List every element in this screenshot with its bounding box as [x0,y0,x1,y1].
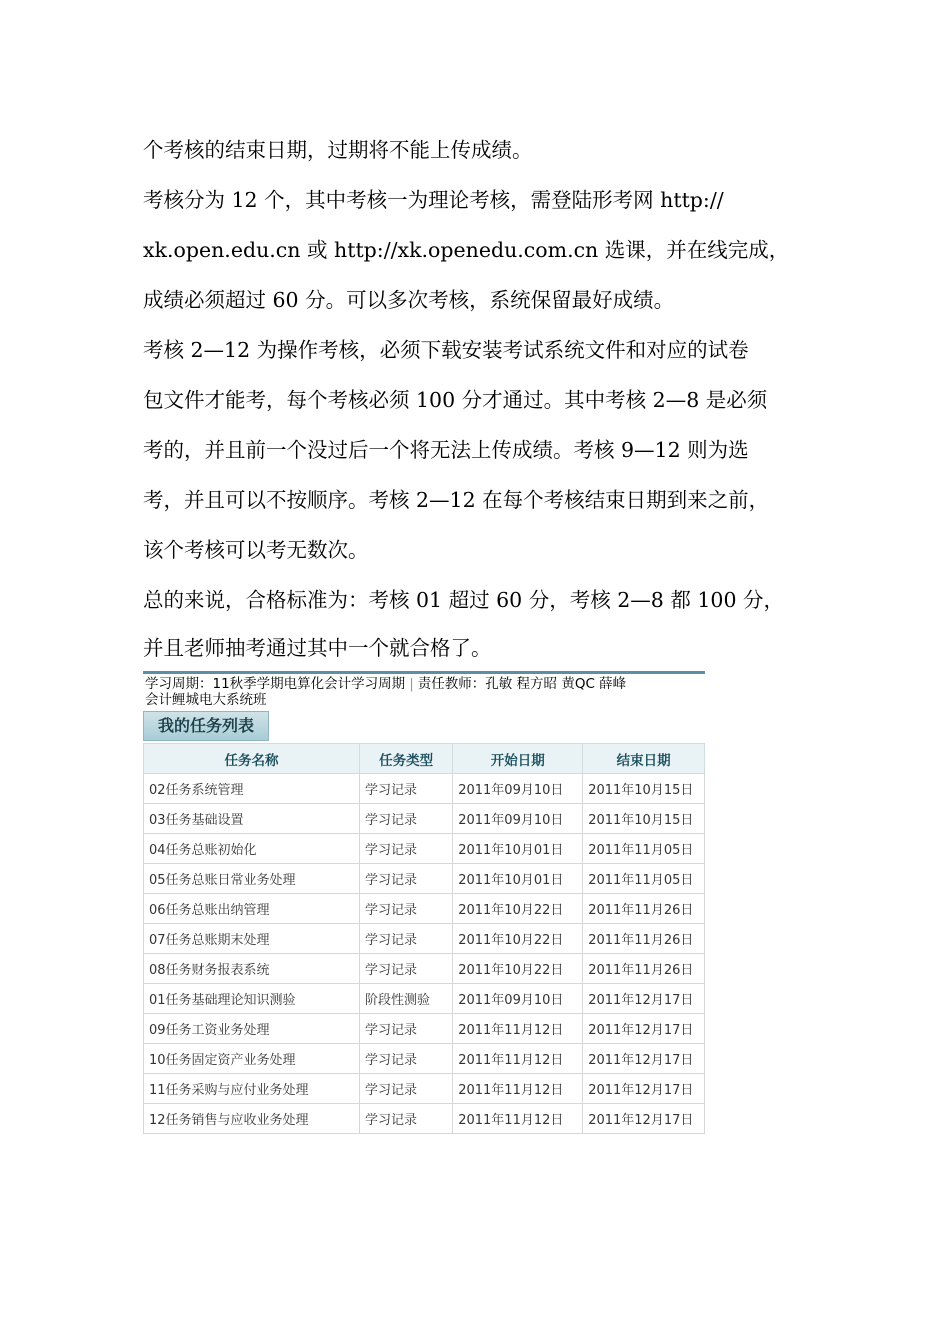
end-date-cell: 2011年11月26日 [583,954,705,984]
task-type-cell: 学习记录 [359,924,452,954]
task-type-cell: 学习记录 [359,834,452,864]
start-date-cell: 2011年10月22日 [453,924,583,954]
start-date-cell: 2011年09月10日 [453,774,583,804]
table-row[interactable] [144,924,705,954]
table-row[interactable] [144,834,705,864]
paragraph-line: xk.open.edu.cn 或 http://xk.openedu.com.cn 选课，并在线完成， [143,238,790,262]
start-date-cell: 2011年11月12日 [453,1074,583,1104]
end-date-cell: 2011年11月05日 [583,834,705,864]
start-date-cell: 2011年11月12日 [453,1104,583,1134]
task-type-cell: 学习记录 [359,1074,452,1104]
teacher-value: 孔敏 程方昭 黄QC 薛峰 [485,676,627,692]
start-date-cell: 2011年09月10日 [453,804,583,834]
end-date-cell: 2011年12月17日 [583,1104,705,1134]
paragraph-line: 考核分为 12 个，其中考核一为理论考核，需登陆形考网 http:// [143,188,724,212]
task-type-cell: 学习记录 [359,1044,452,1074]
task-type-cell: 学习记录 [359,774,452,804]
table-row[interactable] [144,1044,705,1074]
end-date-cell: 2011年10月15日 [583,774,705,804]
paragraph-line: 成绩必须超过 60 分。可以多次考核，系统保留最好成绩。 [143,288,675,312]
start-date-cell: 2011年09月10日 [453,984,583,1014]
task-name-cell[interactable]: 09任务工资业务处理 [144,1014,360,1044]
paragraph-line: 总的来说，合格标准为：考核 01 超过 60 分，考核 2—8 都 100 分， [143,588,785,612]
task-list-title: 我的任务列表 [143,711,269,741]
task-type-cell: 学习记录 [359,894,452,924]
start-date-cell: 2011年11月12日 [453,1014,583,1044]
end-date-cell: 2011年12月17日 [583,1044,705,1074]
table-row[interactable] [144,864,705,894]
table-row[interactable] [144,1074,705,1104]
table-row[interactable] [144,1014,705,1044]
course-info-bar [143,671,705,707]
task-name-cell[interactable]: 10任务固定资产业务处理 [144,1044,360,1074]
start-date-cell: 2011年10月22日 [453,894,583,924]
column-header-start-date[interactable]: 开始日期 [453,744,583,774]
task-type-cell: 学习记录 [359,1014,452,1044]
task-name-cell[interactable]: 07任务总账期末处理 [144,924,360,954]
task-type-cell: 学习记录 [359,954,452,984]
column-header-task-type[interactable]: 任务类型 [359,744,452,774]
table-row[interactable] [144,894,705,924]
paragraph-line: 并且老师抽考通过其中一个就合格了。 [143,636,492,660]
start-date-cell: 2011年10月22日 [453,954,583,984]
task-name-cell[interactable]: 04任务总账初始化 [144,834,360,864]
paragraph-line: 考核 2—12 为操作考核，必须下载安装考试系统文件和对应的试卷 [143,338,749,362]
task-name-cell[interactable]: 12任务销售与应收业务处理 [144,1104,360,1134]
start-date-cell: 2011年10月01日 [453,864,583,894]
end-date-cell: 2011年12月17日 [583,1074,705,1104]
end-date-cell: 2011年11月05日 [583,864,705,894]
table-row[interactable] [144,954,705,984]
column-header-end-date[interactable]: 结束日期 [583,744,705,774]
paragraph-line: 包文件才能考，每个考核必须 100 分才通过。其中考核 2—8 是必须 [143,388,768,412]
period-value: 11秋季学期电算化会计学习周期 [212,676,406,692]
paragraph-line: 考的，并且前一个没过后一个将无法上传成绩。考核 9—12 则为选 [143,438,749,462]
separator: | [409,676,414,692]
table-row[interactable] [144,984,705,1014]
task-type-cell: 阶段性测验 [359,984,452,1014]
end-date-cell: 2011年12月17日 [583,984,705,1014]
task-name-cell[interactable]: 05任务总账日常业务处理 [144,864,360,894]
table-header-row [144,744,705,774]
task-name-cell[interactable]: 03任务基础设置 [144,804,360,834]
end-date-cell: 2011年12月17日 [583,1014,705,1044]
task-table [143,743,705,1134]
task-name-cell[interactable]: 08任务财务报表系统 [144,954,360,984]
end-date-cell: 2011年10月15日 [583,804,705,834]
paragraph-line: 考，并且可以不按顺序。考核 2—12 在每个考核结束日期到来之前， [143,488,770,512]
table-row[interactable] [144,804,705,834]
task-type-cell: 学习记录 [359,864,452,894]
start-date-cell: 2011年10月01日 [453,834,583,864]
start-date-cell: 2011年11月12日 [453,1044,583,1074]
teacher-label: 责任教师： [417,676,486,692]
task-type-cell: 学习记录 [359,1104,452,1134]
table-row[interactable] [144,774,705,804]
task-name-cell[interactable]: 01任务基础理论知识测验 [144,984,360,1014]
task-name-cell[interactable]: 11任务采购与应付业务处理 [144,1074,360,1104]
period-label: 学习周期： [145,676,213,692]
table-row[interactable] [144,1104,705,1134]
class-name: 会计鲤城电大系统班 [145,692,267,708]
task-type-cell: 学习记录 [359,804,452,834]
task-list-screenshot [143,671,705,1134]
paragraph-line: 个考核的结束日期，过期将不能上传成绩。 [143,138,533,162]
end-date-cell: 2011年11月26日 [583,924,705,954]
task-name-cell[interactable]: 06任务总账出纳管理 [144,894,360,924]
column-header-task-name[interactable]: 任务名称 [144,744,360,774]
end-date-cell: 2011年11月26日 [583,894,705,924]
paragraph-line: 该个考核可以考无数次。 [143,538,369,562]
task-name-cell[interactable]: 02任务系统管理 [144,774,360,804]
